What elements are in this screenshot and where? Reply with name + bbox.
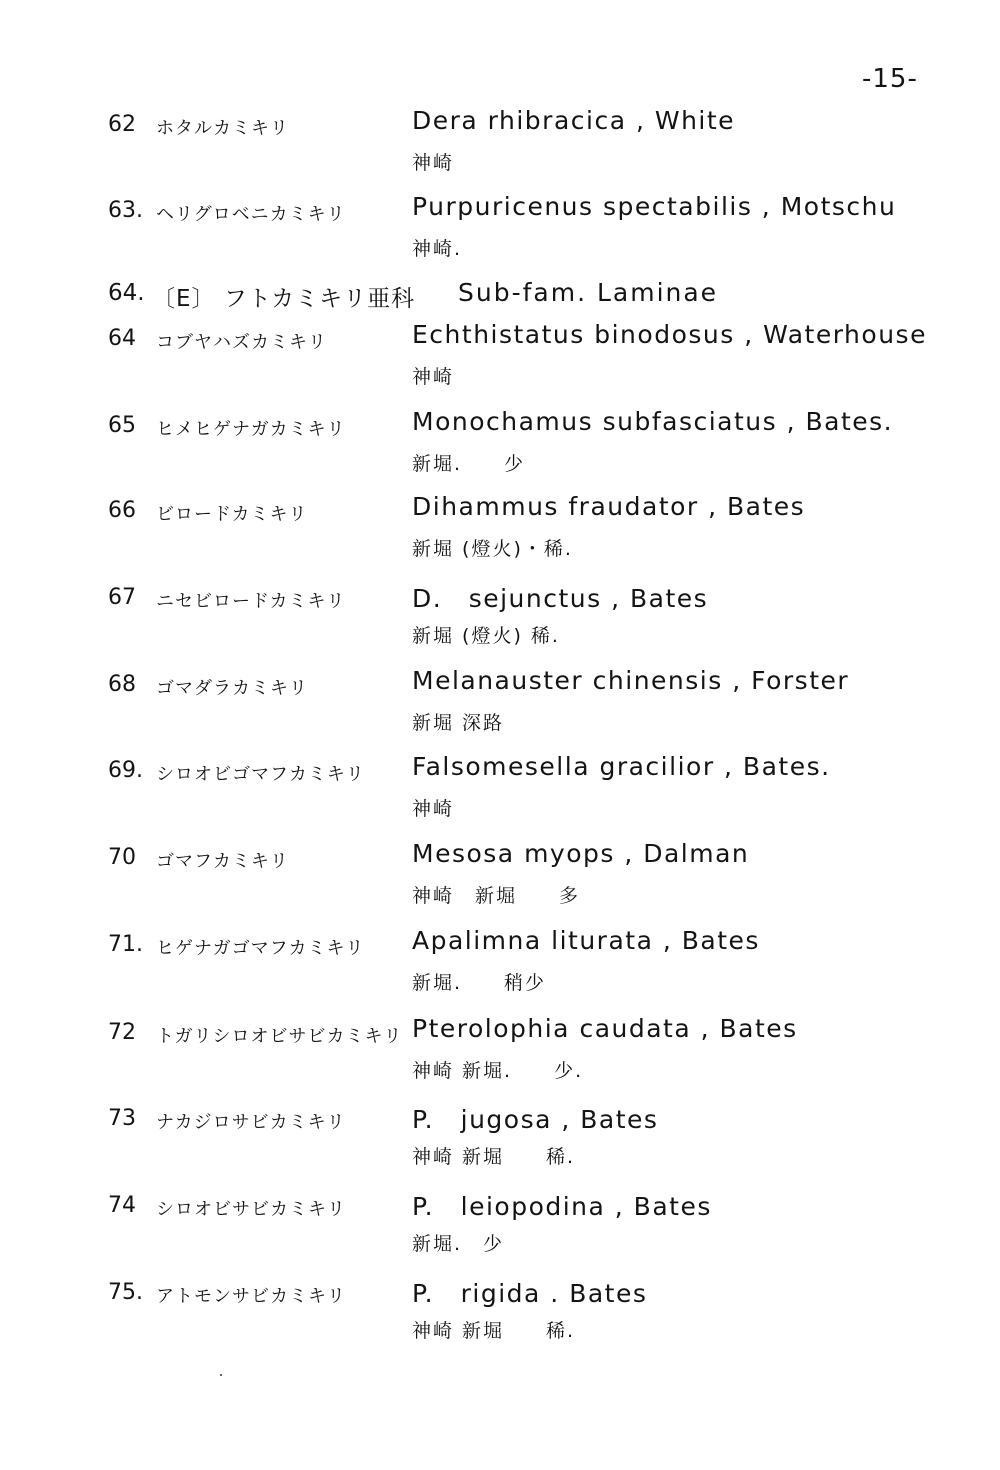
subfamily-japanese: 〔E〕 フトカミキリ亜科 [152, 286, 416, 312]
scientific-name: Mesosa myops , Dalman [412, 839, 750, 868]
locality-note: 神崎 新堀 稀. [412, 1146, 576, 1168]
locality-note: 新堀. 少 [412, 453, 526, 475]
entry-number: 66 [108, 498, 136, 523]
japanese-name: ゴマフカミキリ [156, 851, 289, 872]
species-entry [0, 1280, 1000, 1370]
scientific-name: Echthistatus binodosus , Waterhouse [412, 320, 927, 349]
scientific-name: Pterolophia caudata , Bates [412, 1014, 798, 1043]
japanese-name: コブヤハズカミキリ [156, 332, 327, 353]
locality-note: 神崎. [412, 238, 463, 260]
entry-number: 64 [108, 326, 136, 351]
scientific-name: P. rigida . Bates [412, 1279, 648, 1308]
locality-note: 神崎 新堀 稀. [412, 1320, 576, 1342]
japanese-name: シロオビゴマフカミキリ [156, 764, 365, 785]
entry-number: 65 [108, 413, 136, 438]
locality-note: 神崎 新堀. 少. [412, 1060, 584, 1082]
species-entry [0, 1014, 1000, 1110]
japanese-name: ニセビロードカミキリ [156, 591, 346, 612]
scientific-name: P. jugosa , Bates [412, 1105, 659, 1134]
species-entry [0, 492, 1000, 588]
japanese-name: トガリシロオビサビカミキリ [156, 1026, 403, 1047]
subfamily-heading [108, 280, 988, 314]
scientific-name: Apalimna liturata , Bates [412, 926, 760, 955]
locality-note: 神崎 [412, 366, 455, 388]
locality-note: 新堀 (燈火)・稀. [412, 538, 573, 560]
entry-number: 63. [108, 198, 143, 223]
locality-note: 新堀. 稍少 [412, 972, 547, 994]
japanese-name: ヒメヒゲナガカミキリ [156, 419, 346, 440]
entry-number: 67 [108, 585, 136, 610]
japanese-name: ヒゲナガゴマフカミキリ [156, 938, 365, 959]
page-number: -15- [862, 64, 918, 94]
scientific-name: Purpuricenus spectabilis , Motschu [412, 192, 897, 221]
species-entry [0, 752, 1000, 848]
japanese-name: ビロードカミキリ [156, 504, 308, 525]
scientific-name: D. sejunctus , Bates [412, 584, 709, 613]
entry-number: 71. [108, 932, 143, 957]
entry-number: 70 [108, 845, 136, 870]
scientific-name: Dera rhibracica , White [412, 106, 736, 135]
locality-note: 新堀 深路 [412, 712, 505, 734]
scientific-name: P. leiopodina , Bates [412, 1192, 712, 1221]
species-entry [0, 1106, 1000, 1196]
entry-number: 73 [108, 1106, 136, 1131]
locality-note: 新堀. 少 [412, 1233, 505, 1255]
species-entry [0, 839, 1000, 935]
scientific-name: Melanauster chinensis , Forster [412, 666, 850, 695]
subfamily-scientific: Sub-fam. Laminae [458, 278, 719, 307]
entry-number: 72 [108, 1020, 136, 1045]
species-entry [0, 106, 1000, 202]
species-entry [0, 192, 1000, 288]
scientific-name: Dihammus fraudator , Bates [412, 492, 806, 521]
japanese-name: アトモンサビカミキリ [156, 1286, 346, 1307]
japanese-name: ホタルカミキリ [156, 118, 289, 139]
locality-note: 新堀 (燈火) 稀. [412, 625, 560, 647]
japanese-name: ゴマダラカミキリ [156, 678, 308, 699]
entry-number: 69. [108, 758, 143, 783]
species-entry [0, 926, 1000, 1022]
stray-mark [220, 1374, 222, 1376]
entry-number: 75. [108, 1280, 143, 1305]
species-entry [0, 666, 1000, 762]
species-entry [0, 1193, 1000, 1283]
species-entry [0, 320, 1000, 416]
japanese-name: ナカジロサビカミキリ [156, 1112, 346, 1133]
entry-number: 68 [108, 672, 136, 697]
entry-number: 62 [108, 112, 136, 137]
scientific-name: Falsomesella gracilior , Bates. [412, 752, 831, 781]
locality-note: 神崎 [412, 152, 455, 174]
japanese-name: シロオビサビカミキリ [156, 1199, 346, 1220]
scientific-name: Monochamus subfasciatus , Bates. [412, 407, 894, 436]
species-entry [0, 585, 1000, 675]
entry-number: 74 [108, 1193, 136, 1218]
locality-note: 神崎 [412, 798, 455, 820]
species-entry [0, 407, 1000, 503]
subfamily-number: 64. [108, 280, 145, 306]
japanese-name: ヘリグロベニカミキリ [156, 204, 346, 225]
locality-note: 神崎 新堀 多 [412, 885, 581, 907]
